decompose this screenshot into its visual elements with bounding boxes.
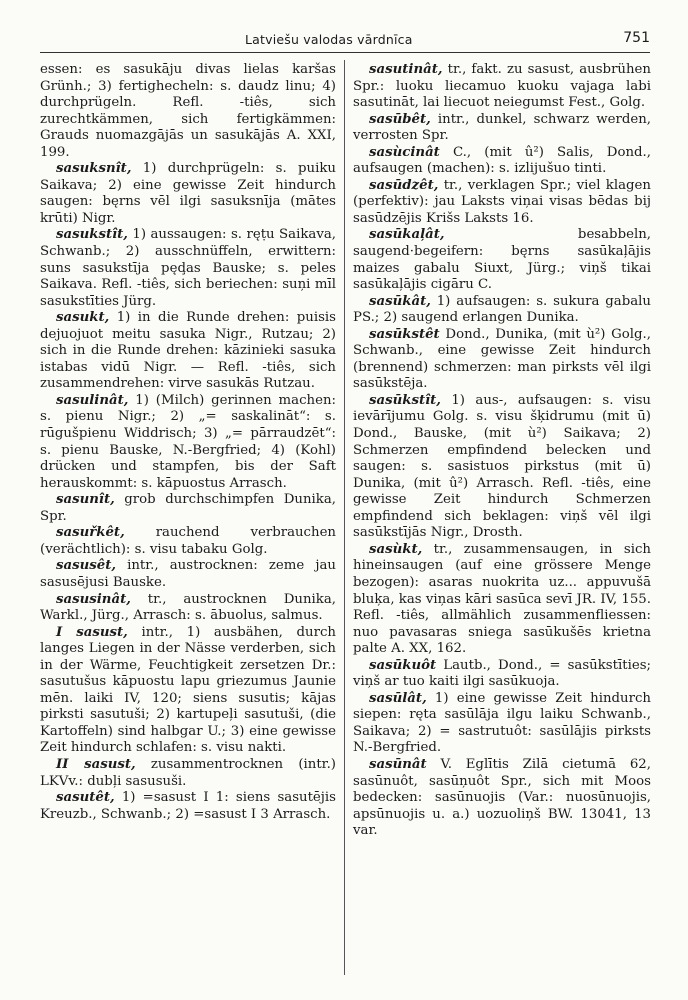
- dictionary-entry: [353, 294, 651, 327]
- entry-headword: sasutinât,: [369, 62, 443, 77]
- dictionary-entry: [40, 62, 336, 161]
- dictionary-entry: [40, 310, 336, 393]
- entry-headword: sasuksnît,: [56, 161, 132, 177]
- entry-headword: sasūkât,: [369, 293, 431, 309]
- entry-headword: sasutêt,: [56, 790, 115, 806]
- dictionary-entry: [353, 757, 651, 840]
- entry-headword: sasūnât: [369, 756, 427, 772]
- entry-headword: sasūkaļât,: [369, 227, 445, 243]
- entry-definition: tr., verklagen Spr.; viel klagen (perfektiv): jau Laksts viņai visas bēdas bij sasūdzējis Krišs Laksts 16.: [353, 177, 651, 226]
- entry-definition: intr., austrocknen: zeme jau sasusējusi Bauske.: [40, 558, 336, 590]
- entry-definition: essen: es sasukāju divas lielas karšas Grünh.; 3) fertighecheln: s. daudz linu; 4) durchprügeln. Refl. -tiês, sich zurechtkämmen, sich fertigkämmen: Grauds nuomazgājās un sasukājās A. XXI, 199.: [40, 62, 336, 160]
- dictionary-entry: [40, 625, 336, 757]
- entry-headword: sasùcinât: [369, 144, 440, 160]
- dictionary-entry: [353, 691, 651, 757]
- column-divider: [344, 60, 345, 975]
- entry-definition: intr., dunkel, schwarz werden, verrosten Spr.: [353, 111, 651, 144]
- dictionary-entry: [353, 112, 651, 145]
- entry-definition: C., (mit û²) Salis, Dond., aufsaugen (machen): s. izlijušuo tinti.: [353, 144, 651, 177]
- dictionary-entry: [353, 227, 651, 293]
- entry-headword: sasusinât,: [56, 591, 131, 607]
- entry-headword: sasunît,: [56, 492, 115, 508]
- left-column: [40, 62, 336, 823]
- entry-definition: besabbeln, saugend·begeifern: bęrns sasūkaļājis maizes gabalu Siuxt, Jürg.; viņš tikai sasūkaļājis cigāru C.: [353, 227, 651, 293]
- entry-definition: tr., austrocknen Dunika, Warkl., Jürg., Arrasch: s. ābuolus, salmus.: [40, 591, 336, 624]
- dictionary-entry: [353, 178, 651, 228]
- running-title: Latviešu valodas vārdnīca: [245, 32, 413, 47]
- dictionary-entry: [353, 542, 651, 658]
- dictionary-entry: [353, 393, 651, 542]
- dictionary-entry: [353, 145, 651, 178]
- entry-definition: intr., 1) ausbähen, durch langes Liegen in der Nässe verderben, sich in der Wärme, Feuchtigkeit zersetzen Dr.: sasutušus kāpuostu lapu griezumus Jaunie mēn. laiki IV, 120; siens susutis; kājas pirksti sasutuši; 2) kartupeļi sasutuši, (die Kartoffeln) sind halbgar U.; 3) eine gewisse Zeit hindurch schlafen: s. visu nakti.: [40, 624, 336, 756]
- page-header: [40, 30, 650, 53]
- dictionary-entry: [40, 757, 336, 790]
- entry-headword: sasūdzêt,: [369, 177, 439, 193]
- entry-headword: sasūkstêt: [369, 326, 440, 342]
- dictionary-entry: [40, 393, 336, 492]
- entry-headword: sasūkuôt: [369, 657, 437, 673]
- entry-headword: sasuřkêt,: [56, 525, 125, 541]
- entry-definition: 1) aussaugen: s. ręṭu Saikava, Schwanb.; 2) ausschnüffeln, erwittern: suns sasukstīja pęḑas Bauske; s. peles Saikava. Refl. -tiês, sich beriechen: suņi mīl sasukstīties Jürg.: [40, 227, 336, 309]
- entry-headword: sasusêt,: [56, 558, 116, 574]
- entry-definition: grob durchschimpfen Dunika, Spr.: [40, 492, 336, 524]
- entry-definition: 1) (Milch) gerinnen machen: s. pienu Nigr.; 2) „= saskalināt“: s. rūgušpienu Widdrisch; 3) „= pārraudzēt“: s. pienu Bauske, N.-Bergfried; 4) (Kohl) drücken und stampfen, bis der Saft herauskommt: s. kāpuostus Arrasch.: [40, 392, 336, 491]
- dictionary-entry: [40, 161, 336, 227]
- dictionary-entry: [40, 592, 336, 625]
- entry-definition: 1) in die Runde drehen: puisis dejuojuot meitu sasuka Nigr., Rutzau; 2) sich in die Runde drehen: kāzinieki sasuka istabas vidū Nigr. — Refl. -tiês, sich zusammendrehen: virve sasukās Rutzau.: [40, 310, 336, 392]
- entry-headword: I sasust,: [56, 624, 128, 640]
- page-number: 751: [623, 30, 650, 46]
- dictionary-entry: [40, 525, 336, 558]
- dictionary-entry: [353, 327, 651, 393]
- entry-headword: II sasust,: [56, 756, 136, 772]
- entry-definition: V. Eglītis Zilā cietumā 62, sasūnuôt, sasūņuôt Spr., sich mit Moos bedecken: sasūnuojis (Var.: nuosūnuojis, apsūnuojis u. a.) uozuoliņš BW. 13041, 13 var.: [353, 756, 651, 839]
- entry-headword: sasulinât,: [56, 392, 129, 408]
- entry-headword: sasukt,: [56, 310, 110, 326]
- entry-definition: Dond., Dunika, (mit ù²) Golg., Schwanb., eine gewisse Zeit hindurch (brennend) schmerzen: man pirksts vēl ilgi sasūkstēja.: [353, 326, 651, 392]
- entry-definition: 1) aufsaugen: s. sukura gabalu PS.; 2) saugend erlangen Dunika.: [353, 293, 651, 326]
- dictionary-entry: [40, 227, 336, 310]
- entry-headword: sasùkt,: [369, 541, 423, 557]
- dictionary-entry: [40, 790, 336, 823]
- entry-definition: 1) durchprügeln: s. puiku Saikava; 2) eine gewisse Zeit hindurch saugen: bęrns vēl ilgi sasuksnīja (mātes krūti) Nigr.: [40, 161, 336, 226]
- entry-definition: 1) eine gewisse Zeit hindurch siepen: ręta sasūlāja ilgu laiku Schwanb., Saikava; 2) = sastrutuôt: sasūlājis pirksts N.-Bergfried.: [353, 690, 651, 756]
- entry-definition: Lautb., Dond., = sasūkstīties; viņš ar tuo kaiti ilgi sasūkuoja.: [353, 657, 651, 690]
- dictionary-entry: [353, 658, 651, 691]
- entry-headword: sasūbêt,: [369, 111, 431, 127]
- entry-definition: tr., fakt. zu sasust, ausbrühen Spr.: luoku liecamuo kuoku vajaga labi sasutināt, lai liecuot neiegumst Fest., Golg.: [353, 62, 651, 111]
- dictionary-entry: [40, 558, 336, 591]
- entry-definition: rauchend verbrauchen (verächtlich): s. visu tabaku Golg.: [40, 525, 336, 557]
- entry-definition: 1) aus-, aufsaugen: s. visu ievārījumu Golg. s. visu šķidrumu (mit ū) Dond., Bauske, (mit ù²) Saikava; 2) Schmerzen empfindend belecken und saugen: s. sasistuos pirkstus (mit ū) Dunika, (mit û²) Arrasch. Refl. -tiês, eine gewisse Zeit hindurch Schmerzen empfindend sich beklagen: viņš vēl ilgi sasūkstījās Nigr., Drosth.: [353, 392, 651, 541]
- entry-headword: sasūlât,: [369, 690, 427, 706]
- dictionary-entry: [353, 62, 651, 112]
- dictionary-entry: [40, 492, 336, 525]
- entry-definition: zusammentrocknen (intr.) LKVv.: dubļi sasusuši.: [40, 756, 336, 789]
- right-column: [353, 62, 651, 840]
- entry-definition: 1) =sasust I 1: siens sasutējis Kreuzb., Schwanb.; 2) =sasust I 3 Arrasch.: [40, 790, 336, 822]
- entry-headword: sasūkstît,: [369, 392, 441, 408]
- entry-definition: tr., zusammensaugen, in sich hineinsaugen (auf eine grössere Menge bezogen): asaras nuokrita uz... appuvušā bluķa, kas viņas kāri sasūca sevī JR. IV, 155. Refl. -tiês, allmählich zusammenfliessen: nuo pavasaras sniega sasūkušēs krietna palte A. XX, 162.: [353, 541, 651, 657]
- entry-headword: sasukstît,: [56, 227, 128, 243]
